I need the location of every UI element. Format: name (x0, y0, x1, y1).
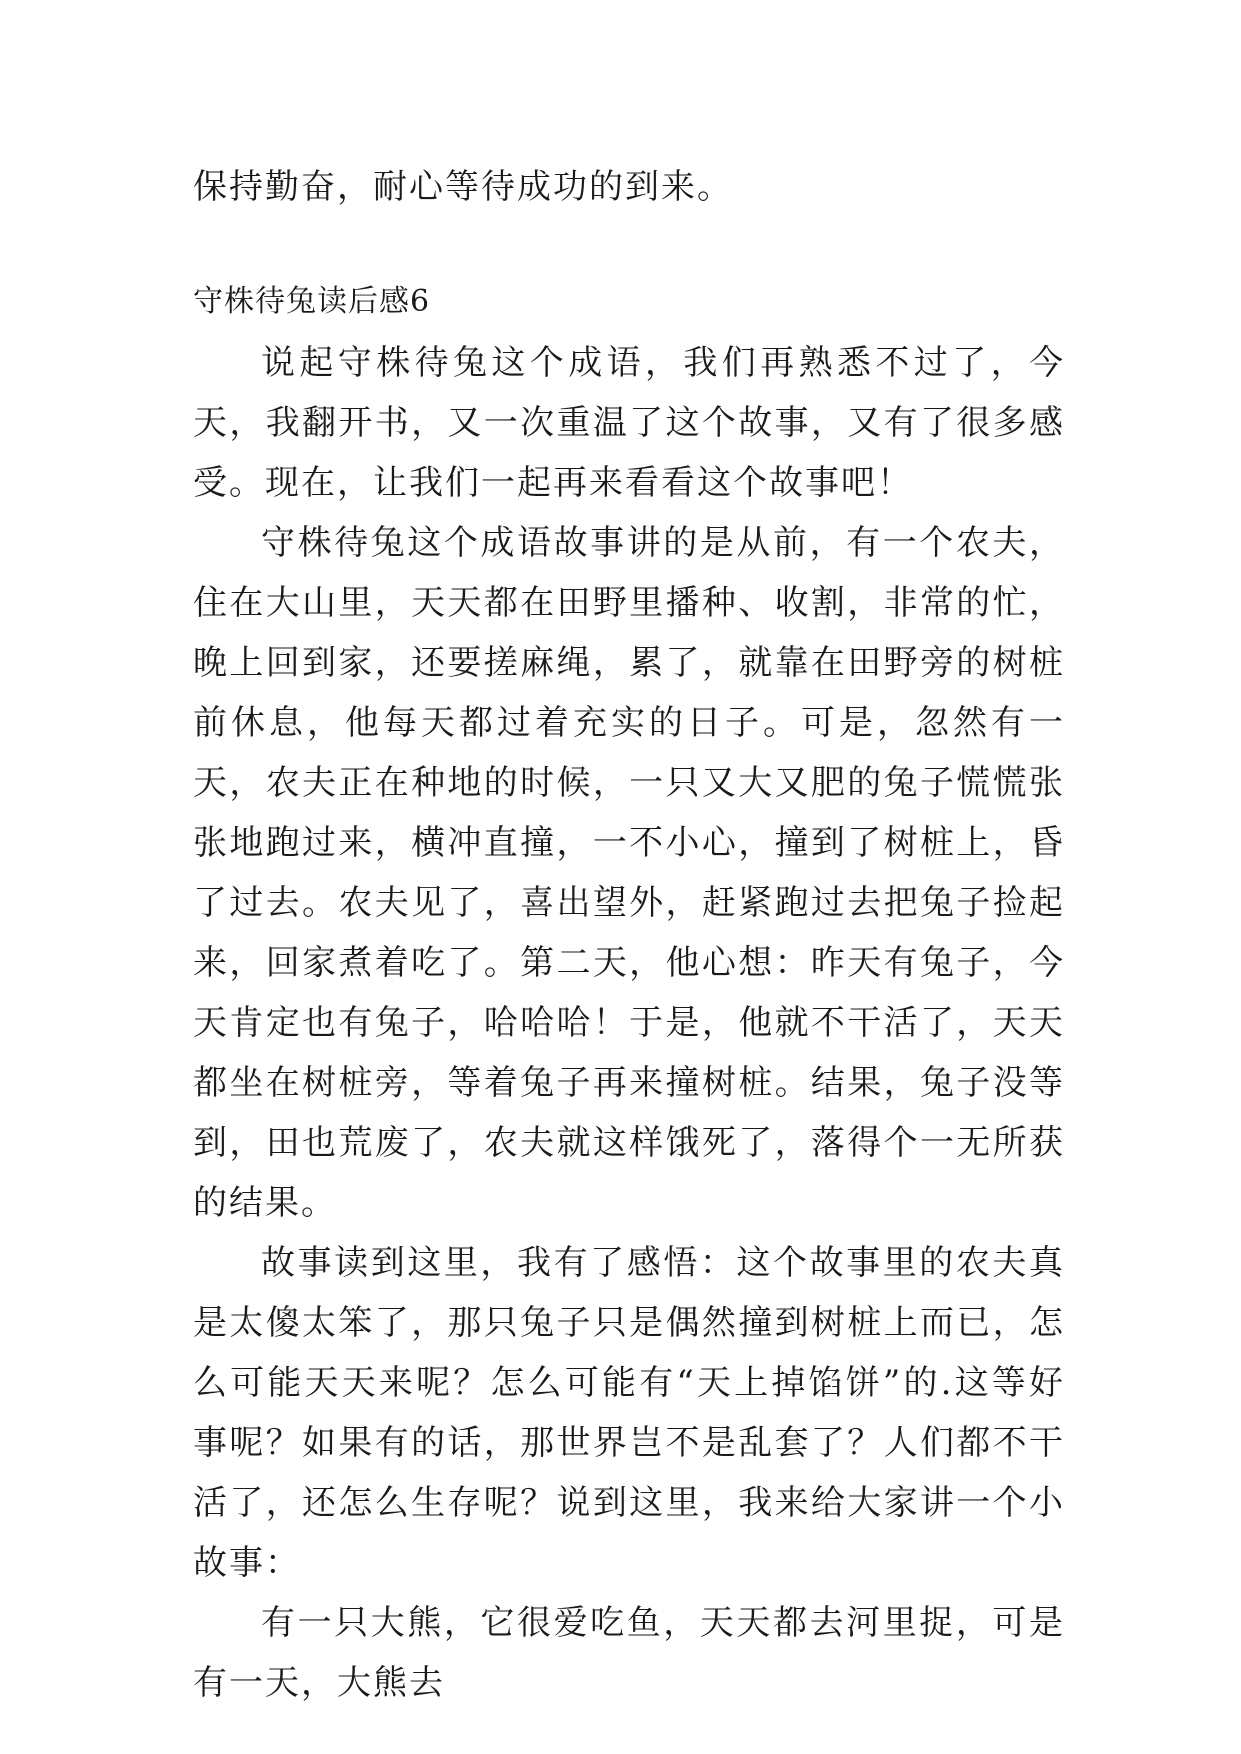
continuation-paragraph: 保持勤奋，耐心等待成功的到来。 (193, 167, 733, 207)
body-text-block (193, 333, 1065, 1713)
paragraph-1: 说起守株待兔这个成语，我们再熟悉不过了，今天，我翻开书，又一次重温了这个故事，又有了很多感受。现在，让我们一起再来看看这个故事吧！ (193, 343, 1065, 503)
paragraph-3: 故事读到这里，我有了感悟：这个故事里的农夫真是太傻太笨了，那只兔子只是偶然撞到树桩上而已，怎么可能天天来呢？怎么可能有“天上掉馅饼”的.这等好事呢？如果有的话，那世界岂不是乱套了？人们都不干活了，还怎么生存呢？说到这里，我来给大家讲一个小故事： (193, 1243, 1065, 1583)
section-heading: 守株待兔读后感6 (193, 284, 431, 319)
paragraph-4: 有一只大熊，它很爱吃鱼，天天都去河里捉，可是有一天，大熊去 (193, 1603, 1065, 1703)
continuation-text-block (193, 157, 1065, 217)
paragraph-2: 守株待兔这个成语故事讲的是从前，有一个农夫，住在大山里，天天都在田野里播种、收割，非常的忙，晚上回到家，还要搓麻绳，累了，就靠在田野旁的树桩前休息，他每天都过着充实的日子。可是，忽然有一天，农夫正在种地的时候，一只又大又肥的兔子慌慌张张地跑过来，横冲直撞，一不小心，撞到了树桩上，昏了过去。农夫见了，喜出望外，赶紧跑过去把兔子捡起来，回家煮着吃了。第二天，他心想：昨天有兔子，今天肯定也有兔子，哈哈哈！于是，他就不干活了，天天都坐在树桩旁，等着兔子再来撞树桩。结果，兔子没等到，田也荒废了，农夫就这样饿死了，落得个一无所获的结果。 (193, 523, 1065, 1223)
